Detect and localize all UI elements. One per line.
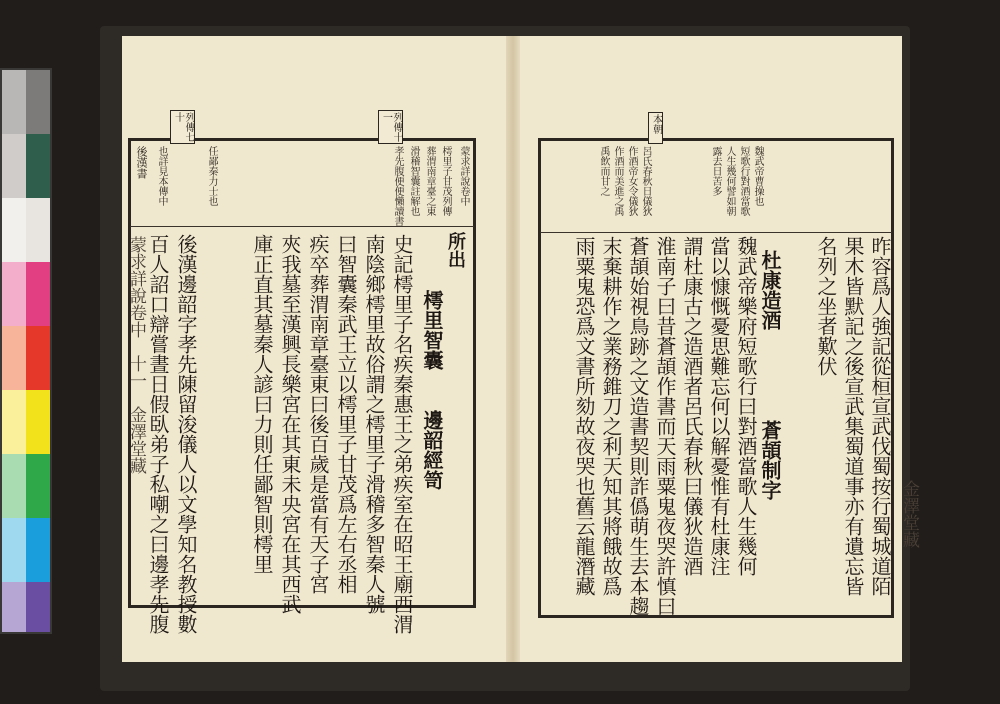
left-header-rule — [130, 226, 474, 227]
color-swatch — [2, 326, 26, 390]
color-swatch — [26, 134, 50, 198]
color-swatch — [2, 262, 26, 326]
color-swatch — [2, 70, 26, 134]
text-column: 夾我墓至漢興長樂宮在其東未央宮在其西武 — [278, 234, 302, 614]
text-column: 名列之坐者歎伏 — [814, 236, 838, 376]
color-swatch — [2, 518, 26, 582]
entry-title: 邊韶經笥 — [420, 410, 444, 490]
entry-title: 杜康造酒 — [758, 250, 782, 330]
side-note: 後漢書 — [135, 146, 148, 179]
right-tab: 本朝 — [648, 112, 663, 144]
text-column: 謂杜康古之造酒者呂氏春秋曰儀狄造酒 — [680, 236, 704, 576]
source-label: 所出 — [445, 232, 466, 268]
text-column: 雨粟鬼恐爲文書所劾故夜哭也舊云龍潛藏 — [572, 236, 596, 596]
text-column: 昨容爲人強記從桓宣武伐蜀按行蜀城道陌 — [868, 236, 892, 596]
annotation: 葬渭南章臺之東 — [424, 146, 435, 216]
text-column: 魏武帝樂府短歌行曰對酒當歌人生幾何 — [734, 236, 758, 576]
fold-text: 蒙求詳說卷中 十一 金澤堂藏 — [126, 236, 146, 474]
text-column: 南陰鄉樗里故俗謂之樗里子滑稽多智秦人號 — [362, 234, 386, 614]
entry-title: 樗里智囊 — [420, 290, 444, 370]
book-gutter — [506, 36, 520, 662]
annotation: 孝先腹便便懶讀書 — [392, 146, 403, 226]
header-note: 露去日苦多 — [710, 146, 721, 196]
text-column: 淮南子曰昔蒼頡作書而天雨粟鬼夜哭許慎曰 — [653, 236, 677, 616]
color-swatch — [2, 198, 26, 262]
header-note: 魏武帝曹操也 — [752, 146, 763, 206]
text-column: 蒼頡始視鳥跡之文造書契則詐僞萌生去本趨 — [626, 236, 650, 616]
header-note: 呂氏春秋日儀狄 — [640, 146, 651, 216]
header-note: 禹飲而甘之 — [598, 146, 609, 196]
text-column: 果木皆默記之後宣武集蜀道事亦有遺忘皆 — [841, 236, 865, 596]
color-swatch — [26, 454, 50, 518]
header-note: 作酒而美進之禹 — [612, 146, 623, 216]
left-tab-1: 列傳七十 — [170, 110, 195, 144]
running-head: 蒙求詳說卷中 — [458, 146, 469, 206]
color-swatch — [26, 518, 50, 582]
color-swatch — [2, 582, 26, 632]
header-note: 作酒帝女令儀狄 — [626, 146, 637, 216]
color-swatch — [26, 198, 50, 262]
header-note: 短歌行對酒當歌 — [738, 146, 749, 216]
text-column: 疾卒葬渭南章臺東曰後百歲是當有天子宮 — [306, 234, 330, 594]
color-swatch — [26, 326, 50, 390]
entry-title: 蒼頡制字 — [758, 420, 782, 500]
annotation: 滑稽智囊註解也 — [408, 146, 419, 216]
text-column: 百人詔口辯嘗晝日假臥弟子私嘲之曰邊孝先腹 — [146, 234, 170, 634]
text-column: 後漢邊韶字孝先陳留浚儀人以文學知名教授數 — [174, 234, 198, 634]
color-swatch — [26, 390, 50, 454]
color-swatch — [26, 70, 50, 134]
fold-text: 金澤堂藏 — [899, 480, 919, 548]
text-column: 庫正直其墓秦人諺曰力則任鄙智則樗里 — [250, 234, 274, 574]
text-column: 末棄耕作之業務錐刀之利天知其將餓故爲 — [599, 236, 623, 596]
header-note: 人生幾何譬如朝 — [724, 146, 735, 216]
color-swatch — [26, 582, 50, 632]
color-swatch — [2, 454, 26, 518]
color-swatch — [26, 262, 50, 326]
right-header-rule — [540, 232, 892, 233]
text-column: 曰智囊秦武王立以樗里子甘茂爲左右丞相 — [334, 234, 358, 594]
color-swatch — [2, 390, 26, 454]
text-column: 史記樗里子名疾秦惠王之弟疾室在昭王廟西渭 — [390, 234, 414, 634]
left-tab-2: 列傳十一 — [378, 110, 403, 144]
color-calibration-card — [0, 68, 52, 634]
annotation: 任鄙秦力士也 — [206, 146, 217, 206]
annotation: 樗里子甘茂列傳 — [440, 146, 451, 216]
color-swatch — [2, 134, 26, 198]
annotation: 也詳見本傳中 — [156, 146, 167, 206]
text-column: 當以慷慨憂思難忘何以解憂惟有杜康注 — [707, 236, 731, 576]
